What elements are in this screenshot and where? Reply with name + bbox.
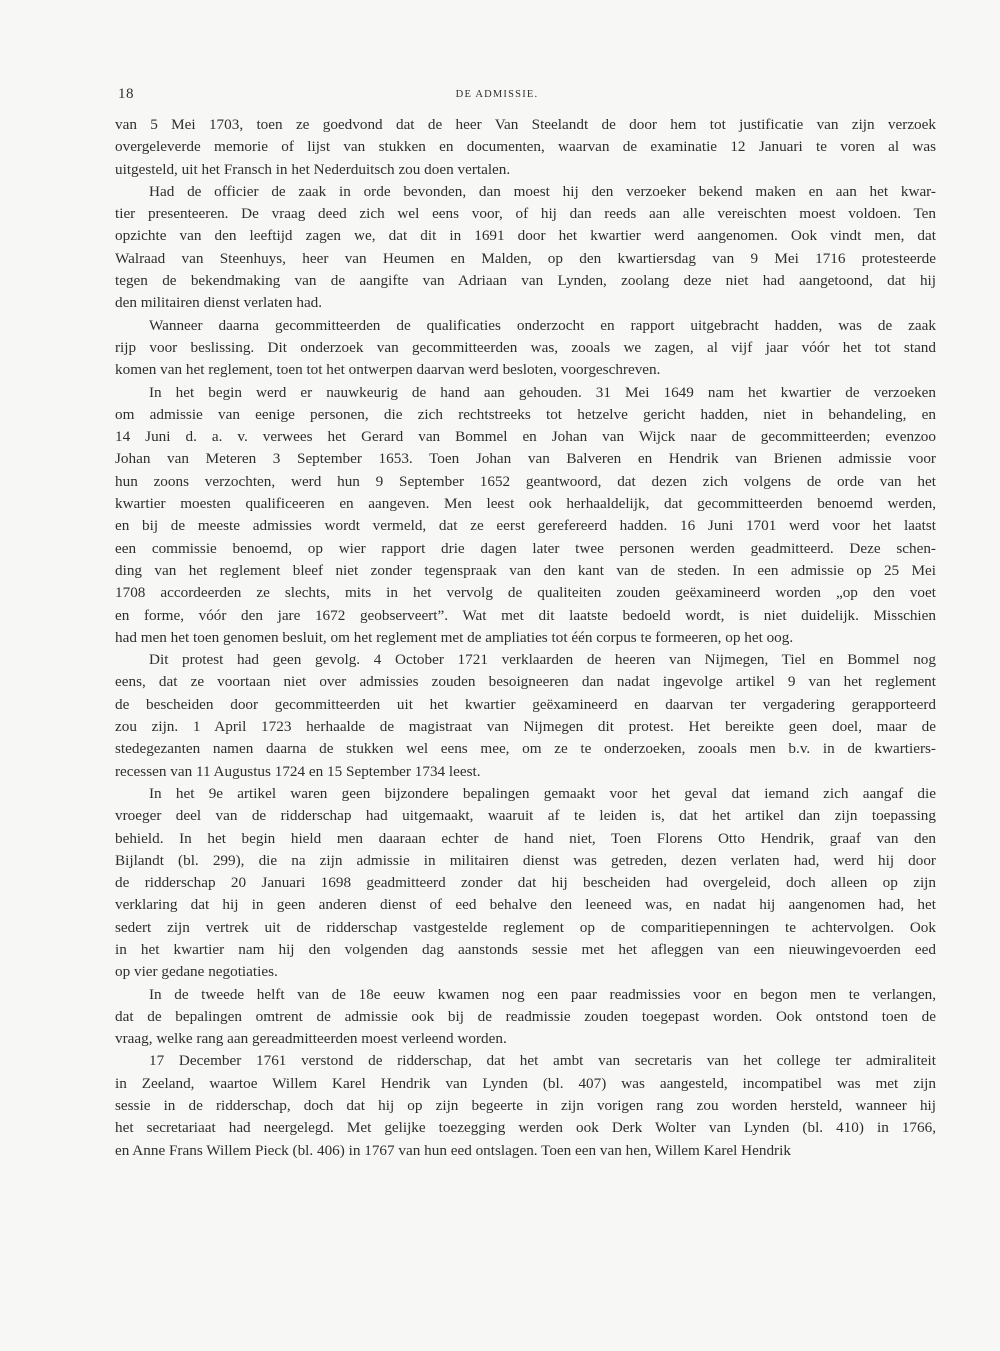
text-line: kwartier moesten qualificeeren en aangeven. Men leest ook herhaaldelijk, dat gecommitteerden benoemd werden, [115, 495, 936, 513]
text-line: stedegezanten namen daarna de stukken wel eens mee, om ze te onderzoeken, zooals men b.v. in de kwartiers- [115, 740, 936, 758]
text-line: in Zeeland, waartoe Willem Karel Hendrik van Lynden (bl. 407) was aangesteld, incompatibel was met zijn [115, 1074, 936, 1092]
text-line: Walraad van Steenhuys, heer van Heumen en Malden, op den kwartiersdag van 9 Mei 1716 protesteerde [115, 249, 936, 267]
paragraph [115, 984, 936, 1051]
text-line: van 5 Mei 1703, toen ze goedvond dat de heer Van Steelandt de door hem tot justificatie van zijn verzoek [115, 116, 936, 133]
text-line: sedert zijn vertrek uit de ridderschap vastgestelde reglement op de comparitiepenningen te achtervolgen. Ook [115, 918, 936, 936]
text-line: In de tweede helft van de 18e eeuw kwamen nog een paar readmissies voor en begon men te verlangen, [149, 985, 936, 1003]
text-line: Wanneer daarna gecommitteerden de qualificaties onderzocht en rapport uitgebracht hadden, was de zaak [149, 316, 936, 334]
text-line: Had de officier de zaak in orde bevonden, dan moest hij den verzoeker bekend maken en aan het kwar- [149, 182, 936, 200]
text-line: 17 December 1761 verstond de ridderschap, dat het ambt van secretaris van het college ter admiraliteit [149, 1052, 936, 1070]
text-line: en bij de meeste admissies wordt vermeld, dat ze eerst gerefereerd hadden. 16 Juni 1701 werd voor het laatst [115, 517, 936, 535]
text-line: ding van het reglement bleef niet zonder tegenspraak van den kant van de steden. In een admissie op 25 Mei [115, 561, 936, 579]
text-line: 14 Juni d. a. v. verwees het Gerard van Bommel en Johan van Wijck naar de gecommitteerden; evenzoo [115, 428, 936, 446]
text-line: overgeleverde memorie of lijst van stukken en documenten, waarvan de examinatie 12 Januari te voren al was [115, 138, 936, 156]
paragraph [115, 114, 936, 181]
text-line: Dit protest had geen gevolg. 4 October 1721 verklaarden de heeren van Nijmegen, Tiel en Bommel nog [149, 651, 936, 669]
text-line: tier presenteeren. De vraag deed zich wel eens voor, of hij dan reeds aan alle vereischten moest voldoen. Ten [115, 205, 936, 223]
text-line: uitgesteld, uit het Fransch in het Nederduitsch zou doen vertalen. [115, 160, 511, 178]
body-text [115, 114, 936, 1162]
text-line: een commissie benoemd, op wier rapport drie dagen later twee personen werden geadmitteerd. Deze schen- [115, 539, 936, 557]
text-line: in het kwartier nam hij den volgenden dag aanstonds sessie met het afleggen van een nieuwingevoerden eed [115, 940, 936, 958]
running-head: DE ADMISSIE. [455, 89, 539, 100]
paragraph [115, 649, 936, 783]
text-line: In het begin werd er nauwkeurig de hand aan gehouden. 31 Mei 1649 nam het kwartier de verzoeken [149, 383, 936, 401]
text-line: op vier gedane negotiaties. [115, 963, 278, 981]
text-line: dat de bepalingen omtrent de admissie ook bij de readmissie zouden toegepast worden. Ook ontstond toen de [115, 1007, 936, 1025]
text-line: behield. In het begin hield men daaraan echter de hand niet, Toen Florens Otto Hendrik, graaf van den [115, 829, 936, 847]
paragraph [115, 1050, 936, 1161]
paragraph [115, 181, 936, 315]
text-line: recessen van 11 Augustus 1724 en 15 September 1734 leest. [115, 762, 481, 780]
text-line: om admissie van eenige personen, die zich rechtstreeks tot hetzelve gericht hadden, niet in behandeling, en [115, 405, 936, 423]
text-line: verklaring dat hij in geen anderen dienst of eed behalve den leeneed was, en nadat hij aangenomen had, het [115, 896, 936, 914]
text-line: komen van het reglement, toen tot het ontwerpen daarvan werd besloten, voorgeschreven. [115, 361, 661, 379]
text-line: In het 9e artikel waren geen bijzondere bepalingen gemaakt voor het geval dat iemand zich aangaf die [149, 784, 936, 802]
text-line: rijp voor beslissing. Dit onderzoek van gecommitteerden was, zooals we zagen, al vijf jaar vóór het tot stand [115, 338, 936, 356]
text-line: vraag, welke rang aan gereadmitteerden moest verleend worden. [115, 1030, 507, 1048]
page-number: 18 [118, 86, 134, 102]
text-line: Johan van Meteren 3 September 1653. Toen Johan van Balveren en Hendrik van Brienen admissie voor [115, 450, 936, 468]
text-line: en Anne Frans Willem Pieck (bl. 406) in 1767 van hun eed ontslagen. Toen een van hen, Willem Karel Hendrik [115, 1141, 791, 1159]
page-header [118, 86, 936, 108]
text-line: den militairen dienst verlaten had. [115, 294, 323, 312]
text-line: de ridderschap 20 Januari 1698 geadmitteerd zonder dat hij bescheiden had overgeleid, doch alleen op zijn [115, 874, 936, 892]
paragraph [115, 783, 936, 984]
text-line: Bijlandt (bl. 299), die na zijn admissie in militairen dienst was getreden, dezen verlaten had, werd hij door [115, 851, 936, 869]
text-line: 1708 accordeerden ze slechts, mits in het vervolg de qualiteiten zouden geëxamineerd worden „op den voet [115, 584, 936, 602]
paragraph [115, 315, 936, 382]
text-line: het secretariaat had neergelegd. Met gelijke toezegging werden ook Derk Wolter van Lynden (bl. 410) in 1766, [115, 1119, 936, 1137]
text-line: opzichte van den leeftijd zagen we, dat dit in 1691 door het kwartier werd aangenomen. Ook vindt men, dat [115, 227, 936, 245]
text-line: en forme, vóór den jare 1672 geobserveert”. Wat met dit laatste bedoeld wordt, is niet duidelijk. Misschien [115, 606, 936, 624]
text-line: tegen de bekendmaking van de aangifte van Adriaan van Lynden, zoolang deze niet had aangetoond, dat hij [115, 272, 936, 290]
text-line: eens, dat ze voortaan niet over admissies zouden besoigneeren dan nadat ingevolge artikel 9 van het reglement [115, 673, 936, 691]
text-line: hun zoons verzochten, werd hun 9 September 1652 geantwoord, dat dezen zich volgens de orde van het [115, 472, 936, 490]
text-line: sessie in de ridderschap, doch dat hij op zijn begeerte in zijn vorigen rang zou worden hersteld, wanneer hij [115, 1097, 936, 1115]
text-line: zou zijn. 1 April 1723 herhaalde de magistraat van Nijmegen dit protest. Het bereikte geen doel, maar de [115, 718, 936, 736]
paragraph [115, 382, 936, 650]
text-line: had men het toen genomen besluit, om het reglement met de ampliaties tot één corpus te formeeren, op het oog. [115, 628, 794, 646]
text-line: vroeger deel van de ridderschap had uitgemaakt, waaruit af te leiden is, dat het artikel dan zijn toepassing [115, 807, 936, 825]
text-line: de bescheiden door gecommitteerden uit het kwartier geëxamineerd en daarvan ter vergadering gerapporteerd [115, 695, 936, 713]
